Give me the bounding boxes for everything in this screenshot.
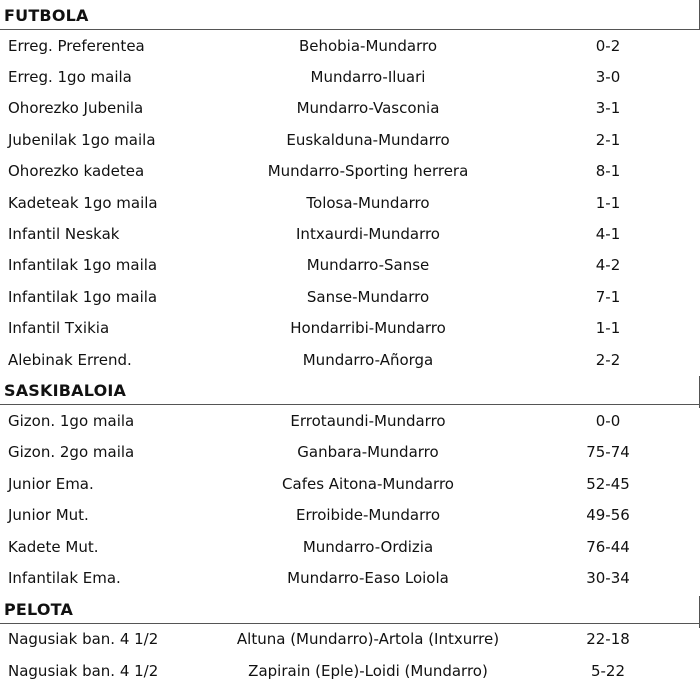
category-cell: Nagusiak ban. 4 1/2 [8,630,159,649]
match-cell: Zapirain (Eple)-Loidi (Mundarro) [248,661,488,680]
score-cell: 3-1 [595,99,621,118]
category-cell: Infantil Neskak [8,225,120,244]
match-cell: Euskalduna-Mundarro [286,130,450,149]
category-cell: Infantilak Ema. [8,568,121,587]
category-cell: Alebinak Errend. [8,350,132,369]
score-cell: 0-0 [595,411,621,430]
match-cell: Sanse-Mundarro [306,287,430,306]
category-cell: Ohorezko Jubenila [8,99,144,118]
result-row [0,93,700,124]
match-cell: Mundarro-Iluari [310,68,426,87]
result-row [0,531,700,562]
score-cell: 8-1 [595,162,621,181]
result-row [0,250,700,281]
category-cell: Junior Mut. [8,506,89,525]
result-row [0,61,700,92]
category-cell: Infantil Txikia [8,319,110,338]
section-header [0,375,700,405]
results-table [0,30,700,375]
score-cell: 2-1 [595,130,621,149]
score-cell: 4-2 [595,256,621,275]
result-row [0,499,700,530]
result-row [0,437,700,468]
result-row [0,655,700,686]
category-cell: Kadete Mut. [8,537,99,556]
category-cell: Nagusiak ban. 4 1/2 [8,661,159,680]
score-cell: 3-0 [595,68,621,87]
match-cell: Mundarro-Vasconia [296,99,440,118]
score-cell: 4-1 [595,225,621,244]
section-title: SASKIBALOIA [4,381,127,401]
score-cell: 30-34 [586,568,630,587]
result-row [0,281,700,312]
score-cell: 1-1 [595,193,621,212]
match-cell: Tolosa-Mundarro [306,193,430,212]
category-cell: Junior Ema. [8,474,94,493]
results-table [0,624,700,687]
section-saskibaloia [0,375,700,593]
result-row [0,313,700,344]
match-cell: Mundarro-Sanse [306,256,430,275]
match-cell: Altuna (Mundarro)-Artola (Intxurre) [236,630,500,649]
section-title: PELOTA [4,599,74,619]
match-cell: Cafes Aitona-Mundarro [282,474,454,493]
match-cell: Errotaundi-Mundarro [290,411,446,430]
match-cell: Erroibide-Mundarro [295,506,441,525]
result-row [0,562,700,593]
category-cell: Jubenilak 1go maila [8,130,156,149]
score-cell: 1-1 [595,319,621,338]
score-cell: 52-45 [586,474,630,493]
category-cell: Gizon. 1go maila [8,411,135,430]
category-cell: Infantilak 1go maila [8,256,158,275]
result-row [0,468,700,499]
score-cell: 7-1 [595,287,621,306]
score-cell: 2-2 [595,350,621,369]
category-cell: Kadeteak 1go maila [8,193,158,212]
score-cell: 0-2 [595,36,621,55]
match-cell: Hondarribi-Mundarro [290,319,446,338]
result-row [0,156,700,187]
result-row [0,344,700,375]
section-title: FUTBOLA [4,6,89,25]
score-cell: 76-44 [586,537,630,556]
category-cell: Ohorezko kadetea [8,162,145,181]
section-pelota [0,594,700,687]
match-cell: Mundarro-Sporting herrera [267,162,469,181]
category-cell: Gizon. 2go maila [8,443,135,462]
result-row [0,187,700,218]
category-cell: Infantilak 1go maila [8,287,158,306]
result-row [0,30,700,61]
result-row [0,405,700,436]
section-header [0,0,700,30]
score-cell: 22-18 [586,630,630,649]
match-cell: Ganbara-Mundarro [297,443,439,462]
results-table [0,405,700,593]
match-cell: Mundarro-Ordizia [302,537,434,556]
match-cell: Mundarro-Añorga [302,350,434,369]
result-row [0,124,700,155]
category-cell: Erreg. 1go maila [8,68,132,87]
match-cell: Mundarro-Easo Loiola [287,568,449,587]
section-header [0,594,700,624]
match-cell: Behobia-Mundarro [298,36,438,55]
score-cell: 75-74 [586,443,630,462]
result-row [0,624,700,655]
category-cell: Erreg. Preferentea [8,36,145,55]
result-row [0,218,700,249]
score-cell: 5-22 [590,661,626,680]
match-cell: Intxaurdi-Mundarro [296,225,440,244]
score-cell: 49-56 [586,506,630,525]
